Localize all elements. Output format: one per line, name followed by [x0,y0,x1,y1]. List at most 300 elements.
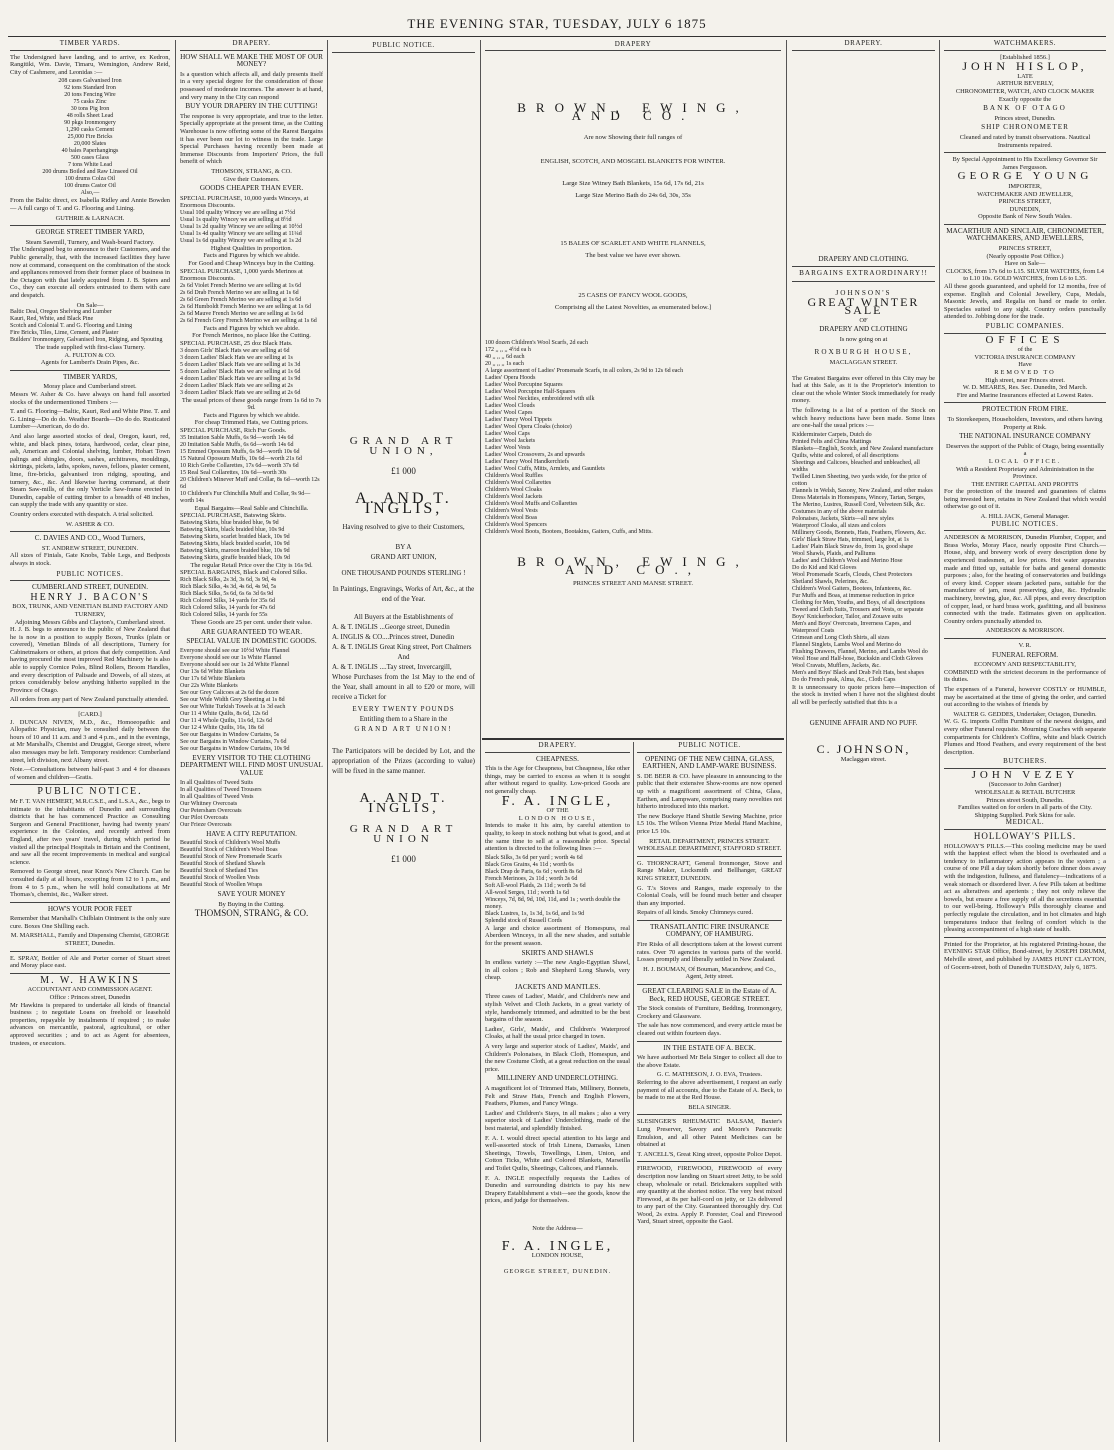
item-list [10,78,170,197]
list-item: Children's Wool Muffs and Collarettes [485,501,578,507]
list-item: 3 dozen Girls' Black Hats we are selling at 6d [180,347,290,354]
ad-subtitle: SPECIAL PURCHASE, Rich Fur Goods. [180,427,287,434]
list-item: 20 ,, ,, ,, 1s each [485,361,524,367]
list-item: Scotch and Colonial T. and G. Flooring and Lining [10,323,133,330]
list-item: 5 dozen Ladies' Black Hats we are selling at 1s 6d [180,368,301,375]
list-item: Rich Black Silks, 5s 6d, 6s 6s 3d 6s 9d [180,590,274,597]
ad-title: SHIP CHRONOMETER [981,123,1069,132]
ad-title: GOODS CHEAPER THAN EVER. [199,184,304,193]
list-item: Batswing Skirts, black braided scarlet, 10s 9d [180,540,290,547]
ad-text: The expenses of a Funeral, however COSTLY or HUMBLE, may be ascertained at the time of giving the order, and carried out according to the wishes of friends by [944,685,1106,709]
list-item: Children's Wool Vests [485,508,538,514]
list-item: Winceys, 7d, 8d, 9d, 10d, 11d, and 1s ; worth double the money. [485,896,621,910]
list-item: 15 Natural Opossum Muffs, 10s 6d—worth 21s 6d [180,455,302,462]
list-item: Black Drap de Paris, 6s 6d ; worth 8s 6d [485,868,582,875]
ad-text: PRINCES STREET, [998,245,1052,253]
list-item: A. INGLIS & CO....Princes street, Dunedin [332,633,455,641]
list-item: A. & T. INGLIS ...George street, Dunedin [332,623,450,631]
ad-text: Entitling them to a Share in the [359,715,448,723]
list-item: Shetland Shawls, Pelerines, &c. [792,578,869,585]
ad-subtitle: ST. ANDREW STREET, DUNEDIN. [41,544,139,552]
ad-text: All orders from any part of New Zealand punctually attended. [10,696,169,704]
ad-subtitle: Maclaggan street. [840,755,887,763]
list-item: 15 Real Seal Collarettes, 10s 6d—worth 30s [180,469,287,476]
column-rule [939,40,940,1442]
ad-text: Families waited on for orders in all parts of the City. [958,804,1092,812]
divider [10,902,170,903]
list-item: See our Bargains in Window Curtains, 5s [180,731,280,738]
ad-subtitle: RETAIL DEPARTMENT, PRINCES STREET. [649,837,770,845]
ad-text: Remember that Marshall's Chilblain Ointment is the only sure cure. Boxes One Shilling each. [10,915,170,930]
list-item: A. & T. INGLIS Great King street, Port Chalmers [332,643,472,651]
list-item: Rich Black Silks, 4s 3d, 4s 6d, 4s 9d, 5s [180,583,277,590]
list-item: Wool Hose and Half-hose, Buckskin and Cloth Gloves [792,655,924,662]
list-item: Fur Muffs and Boas, at immense reduction in price [792,592,915,599]
ad-text: It is unnecessary to quote prices here—inspection of the stock is invited when I have not the slightest doubt all will be perfectly satisfied that this is a [792,683,935,706]
ad-title: GRAND ART UNION [349,823,458,845]
ad-text: Highest Qualities in proportion. [210,244,293,252]
ad-title: LONDON HOUSE, [531,1252,584,1260]
ad-title: PROTECTION FROM FIRE. [981,405,1069,414]
ad-title: HENRY J. BACON'S [30,591,150,603]
list-item: Fire Bricks, Tiles, Lime, Cement, and Plaster [10,330,119,337]
ad-title: GRAND ART UNION, [349,435,458,457]
section-rule [482,738,784,740]
ad-title: FUNERAL REFORM. [991,650,1059,659]
ad-title: SPECIAL VALUE IN DOMESTIC GOODS. [186,637,317,646]
ad-text: WATCHMAKER AND JEWELLER, [977,190,1073,198]
list-item: 3 dozen Ladies' Black Hats we are selling at 2s 6d [180,389,301,396]
ad-text: V. R. [1018,641,1032,649]
list-item: Ladies' Wool Vests [485,445,531,451]
list-item: Ladies' Opera Hoods [485,375,536,381]
ad-title: IN THE ESTATE OF A. BECK. [663,1043,756,1052]
list-item: Dress Materials in Homespuns, Wincey, Tartan, Serges, The Merino, Lustres, Russell Cord, Velveteen Silk, &c. [792,494,926,508]
ad-title: BROWN, EWING, AND CO. [517,100,749,123]
ad-title: 15 BALES OF SCARLET AND WHITE FLANNELS, [560,240,706,247]
list-item: Batswing Skirts, scarlet braided black, 10s 9d [180,533,290,540]
ad-title: GENUINE AFFAIR AND NO PUFF. [809,719,918,728]
ad-text: Princes street South, Dunedin. [986,796,1064,804]
list-item: Ladies' Plain Black Straw do, from 1s, good shape [792,543,914,550]
list-item: Children's Wool Jackets [485,494,543,500]
list-item: Wool Cravats, Mufflers, Jackets, &c. [792,662,881,669]
list-item: Batswing Skirts, giraffe braided black, 10s 9d [180,554,290,561]
ad-title: TIMBER YARDS, [62,372,118,381]
ad-text: For French Merinos, no place like the Cutting. [192,332,311,340]
ad-text: Deserves the support of the Public of Otago, being essentially a [946,442,1104,458]
ad-text: ANDERSON & MORRISON, Dunedin Plumber, Copper, and Brass Works, Moray Place, nearly opposite First Church.—House, ship, and brewery work of every description done by experienced tradesmen, at low prices. Hot water apparatus made and fitted up, suitable for baths and general domestic purposes ; also, for the heating of conservatories and buildings of every kind. Copper steam jacketed pans, suitable for the manufacture of jam, meat preserving, glue, &c. Hydraulic machinery, brewing, glue, &c. All pipes, and every description of copper, lead, or hard brass work, gasfitting, and all business connected with the trade. Estimates given on application. Country orders punctually attended to. [944,534,1106,625]
divider [944,937,1106,938]
ad-text: SLESINGER'S RHEUMATIC BALSAM, Baxter's Lung Preserver, Savory and Moore's Pancreatic Emulsion, and all other Patent Medicines can be obtained at [637,1118,782,1149]
list-item: Tweed and Cloth Suits, Trousers and Vests, or separate [792,606,924,613]
item-list [180,435,323,505]
list-item: Ladies' Wool Opera Cloaks (choice) [485,424,572,430]
list-item: Do do Kid and Kid Gloves [792,564,857,571]
section-header: PUBLIC NOTICE. [332,40,475,53]
ad-title: JOHNSON'S [835,288,892,297]
ad-title: WHOLESALE & RETAIL BUTCHER [974,789,1076,797]
ad-title: M. W. HAWKINS [40,974,140,986]
ad-title: SAVE YOUR MONEY [217,890,286,899]
divider [944,402,1106,403]
ad-title: CHEAPNESS. [536,754,579,763]
item-list [180,780,323,829]
ad-text: These Goods are 25 per cent. under their value. [190,618,313,626]
ad-text: For Good and Cheap Winceys buy in the Cutting. [188,260,315,268]
list-item: Our Frieze Overcoats [180,821,232,828]
ad-title: £1 000 [391,466,416,476]
ad-subtitle: On Sale— [76,301,104,309]
list-item: Also,— [80,190,100,197]
list-item: Clothing for Men, Youths, and Boys, of all descriptions [792,599,925,606]
ad-text: This is the Age for Cheapness, but Cheapness, like other things, may be carried to excess as when it is sought after without regard to quality. Low-priced Goods are not generally cheap. [485,765,630,795]
ad-text: Comprising all the Latest Novelties, as enumerated below.] [554,304,712,311]
ad-signature: A. HILL JACK, General Manager. [980,513,1070,521]
ad-subtitle: SPECIAL BARGAINS, Black and Colored Silks. [180,569,308,577]
list-item: Millinery Goods, Bonnets, Hats, Feathers, Flowers, &c. [792,529,926,536]
list-item: Children's Wool Gaiters, Bootees, Infanteens, &c. [792,585,912,592]
list-item: Builders' Ironmongery, Galvanised Iron, Ridging, and Spouting [10,337,163,344]
ad-title: REMOVED TO [994,368,1056,376]
ad-title: ENGLISH, SCOTCH, AND MOSGIEL BLANKETS FOR WINTER. [540,158,726,165]
list-item: 4 dozen Ladies' Black Hats we are selling at 1s 9d [180,375,301,382]
ad-signature: H. J. BOUMAN, Of Bouman, Macandrew, and Co., Agent, Jetty street. [643,965,776,981]
list-item: Everyone should see our 1s White Flannel [180,654,282,661]
column-public-notice-2 [637,742,782,1442]
ad-subtitle: BOX, TRUNK, AND VENETIAN BLIND FACTORY AND TURNERY, [12,603,168,618]
ad-text: Facts and Figures by which we abide. [203,411,300,419]
column-watchmakers [944,40,1106,1442]
item-list [180,210,323,245]
ad-title: [CARD.] [78,711,102,719]
ad-title: CUMBERLAND STREET, DUNEDIN. [31,583,149,592]
list-item: 172 ,, ,, ,, 4½d ea h [485,347,531,353]
ad-title: DRAPERY AND CLOTHING. [818,254,909,263]
divider [944,152,1106,153]
list-item: 1,290 casks Cement [65,127,115,134]
ad-subtitle: WHOLESALE DEPARTMENT, STAFFORD STREET. [637,845,782,853]
list-item: Beautiful Stock of Children's Wool Boas [180,847,278,854]
ad-title: BANK OF OTAGO [983,104,1067,113]
list-item: 75 casks Zinc [73,99,107,106]
ad-text: The Greatest Bargains ever offered in this City may be had at this Sale, as it is the Proprietor's intention to clear out the whole Winter Stock immediately for ready money. [792,374,935,405]
list-item: Batswing Skirts, maroon braided blue, 10s 9d [180,547,290,554]
ad-title: DRAPERY AND CLOTHING [819,325,908,334]
divider [792,266,935,267]
ad-title: OFFICES [985,333,1065,346]
ad-title: BROWN, EWING, AND CO., [517,554,749,577]
ad-text: Mr F. T. VAN HEMERT, M.R.C.S.E., and L.S.A., &c., begs to intimate to the inhabitants of Dunedin and surrounding districts that he has commenced Practice as Consulting Surgeon and General Practitioner, having had twenty years' experience in the Colonies, and recently arrived from England, after two years' travel, during which period he visited all the principal Hospitals in Britain and the Continent, and saw all the recent improvements in medical and surgical science. [10,797,170,866]
list-item: 5 dozen Ladies' Black Hats we are selling at 1s 3d [180,361,301,368]
divider [792,281,935,282]
ad-signature: G. C. MATHESON, J. O. EVA, Trustees. [656,1071,763,1079]
list-item: 7 tons White Lead [67,162,113,169]
ad-title: GEORGE YOUNG [957,170,1093,183]
ad-text: For the protection of the insured and guarantees of claims being invested here, retains in New Zealand that which would otherwise go out of it. [944,488,1106,511]
list-item: Wool Promenade Scarfs, Clouds, Chest Protectors [792,571,913,578]
list-item: Everyone should see our 1s 2d White Flannel [180,661,290,668]
ad-title: GREAT CLEARING SALE in the Estate of A. Beck, RED HOUSE, GEORGE STREET. [642,987,777,1003]
item-list [180,348,323,397]
ad-title: £1 000 [391,854,416,864]
ad-text: By Buying in the Cutting. [218,900,285,908]
ad-text: DUNEDIN, [1009,205,1041,213]
ad-title: ONE THOUSAND POUNDS STERLING ! [341,569,466,577]
ad-title: OPENING OF THE NEW CHINA, GLASS, EARTHEN, AND LAMP-WARE BUSINESS. [642,754,777,771]
list-item: Ladies' Wool Porcupine Squares [485,382,563,388]
ad-text: From the Baltic direct, ex Isabella Ridley and Annie Bowden— A full cargo of T. and G. Flooring and Lining. [10,197,170,212]
ad-text: Removed to George street, near Knox's New Church. Can be consulted daily at all hours, excepting from 12 to 1 p.m., and from 4 to 5 p.m., when he will hold consultations at Mr Thomas's, chemist, &c., Walker street. [10,868,170,899]
ad-text: Having resolved to give to their Customers, [342,523,465,531]
ad-title: PUBLIC NOTICE. [37,786,143,798]
ad-subtitle: SPECIAL PURCHASE, Batswing Skirts. [180,512,287,520]
list-item: Men's and Boys' Black and Drab Felt Hats, best shapes [792,669,925,676]
ad-title: GRAND ART UNION! [354,725,453,733]
ad-text: All sizes of Finials, Gate Knobs, Table Legs, and Bedposts always in stock. [10,552,170,567]
ad-signature: W. ASHER & CO. [66,520,114,528]
ad-text: T. and G. Flooring—Baltic, Kauri, Red and White Pine. T. and G. Lining—Do do do. Weather Boards—Do do do. Rusticated Lumber—American, do do do. [10,408,170,431]
list-item: Rich Colored Silks, 14 yards for 47s 6d [180,604,275,611]
list-item: Boys' Knickerbocker, Tailor, and Zouave suits [792,613,903,620]
ad-text: Is now going on at [839,335,888,343]
printer-imprint: Printed for the Proprietor, at his registered Printing-house, the EVENING STAR Office, Bond-street, by JOSEPH DRUMM, Melville street, and published by JAMES HUNT CLAYTON, of Gocern-street, both of Dunedin TUESDAY, July 6, 1875. [944,940,1106,971]
ad-text: We have authorised Mr Bela Singer to collect all due to the above Estate. [637,1054,782,1069]
item-list [332,622,475,672]
section-header: DRAPERY. [792,40,935,51]
list-item: Children's Wool Boots, Bootees, Bootakins, Gaiters, Cuffs, and Mitts. [485,529,653,535]
section-header: DRAPERY. [485,742,630,753]
ad-subtitle: Adjoining Messrs Gibbs and Clayton's, Cumberland street. [14,618,166,626]
item-list [792,432,935,684]
ad-text: The Participators will be decided by Lot, and the appropriation of the Prizes (according to value) will be fixed in the same manner. [332,747,475,775]
list-item: Beautiful Stock of Children's Wool Muffs [180,840,281,847]
list-item: Flushing Drawers, Flannel, Merino, and Lambs Wool do [792,648,928,655]
list-item: Girls' Black Straw Hats, trimmed, large lot, at 1s [792,536,909,543]
list-item: Twilled Linen Sheeting, two yards wide, for the price of cotton [792,473,927,487]
ad-text: W. D. MEARES, Res. Sec. Dunedin, 3rd March. [962,384,1088,392]
list-item: Polonaises, Jackets, Skirts—all new styles [792,515,894,522]
divider [10,973,170,974]
ad-text: S. DE BEER & CO. have pleasure in announcing to the public that their extensive Show-rooms are now opened up with a magnificent assortment of China, Glass, Earthen, and Lampware, comprising many novelties not hitherto introduced into this market. [637,772,782,811]
list-item: Ladies' Wool Porcupine Half-Squares [485,389,576,395]
ad-text: PRINCES STREET, [998,198,1052,206]
ad-title: EVERY VISITOR TO THE CLOTHING DEPARTMENT WILL FIND MOST UNUSUAL VALUE [180,753,323,777]
list-item: See our Bargains in Window Curtains, 7s 6d [180,738,287,745]
list-item: 100 dozen Children's Wool Scarfs, 2d each [485,340,588,346]
ad-text: Repairs of all kinds. Smoky Chimneys cured. [637,909,754,917]
list-item: See our Grey Calicoes at 2s 6d the dozen [180,689,279,696]
list-item: Splendid stock of Russell Cords [485,917,563,924]
ad-text: All these goods guaranteed, and upheld for 12 months, free of expense. English and Colonial Jewellery, Cups, Medals, Masonic Jewels, and Regalia on hand or made to order. Spectacles suited to any sight. Country orders punctually attended to. Jobbing done for the trade. [944,283,1106,321]
ad-text: Have [1018,361,1032,369]
ad-subtitle: MACLAGGAN STREET. [829,358,898,366]
ad-text: The Undersigned beg to announce to their Customers, and the Public generally, that, with the increased facilities they have now at command, consequent on the combination of the stock and appliances removed from their former place of business in the Octagon with that lately acquired from J. B. Spiers and Co., they can execute all orders entrusted to them with care and despatch. [10,246,170,299]
column-rule [633,742,634,1442]
ad-subtitle: PRINCES STREET AND MANSE STREET. [572,580,694,587]
ad-text: Agents for Lambert's Drain Pipes, &c. [40,359,140,367]
list-item: 208 cases Galvanised Iron [58,78,122,85]
column-ingle [485,742,630,1442]
ad-title: ECONOMY AND RESPECTABILITY, [974,661,1076,669]
list-item: Children's Wool Boas [485,515,538,521]
ad-text: LATE [1017,72,1033,80]
list-item: 35 Imitation Sable Muffs, 6s 9d—worth 14s 6d [180,434,294,441]
list-item: Do do French peak, Alma, &c., Cloth Caps [792,676,896,683]
ad-text: The regular Retail Price over the City is 16s 9d. [190,561,313,569]
ad-title: LONDON HOUSE, [518,814,597,822]
list-item: In all Qualities of Tweed Vests [180,793,254,800]
ad-title: VICTORIA INSURANCE COMPANY [974,353,1076,361]
item-list [180,577,323,619]
ad-text: A magnificent lot of Trimmed Hats, Millinery, Bonnets, Felt and Straw Hats, French and English Flowers, Feathers, Plumes, and Fancy Wings. [485,1085,630,1108]
column-johnson [792,40,935,1442]
list-item: Ladies' Wool Caps [485,431,530,437]
list-item: Usual 1s 6d quality Wincey we are selling at 1s 2d [180,237,302,244]
item-list [180,648,323,753]
ad-text: Three cases of Ladies', Maids', and Children's new and stylish Velvet and Cloth Jackets, in a great variety of style, handsomely trimmed, and admitted to be the best bargains of the season. [485,993,630,1024]
list-item: In all Qualities of Tweed Suits [180,779,253,786]
list-item: Flannel Singlets, Lambs Wool and Merino do [792,641,902,648]
list-item: 2s 6d French Grey French Merino we are selling at 1s 6d [180,317,317,324]
list-item: A. & T. INGLIS ....Tay street, Invercargill, [332,663,452,671]
ad-text: (Successor to John Gardner) [988,781,1062,789]
item-list [180,283,323,325]
masthead [0,0,1114,34]
ad-text: To Storekeepers, Householders, Investors, and others having Property at Risk. [947,415,1103,431]
list-item: Ladies' Wool Jackets [485,438,536,444]
ad-signature: ANDERSON & MORRISON. [985,627,1065,635]
ad-text: J. DUNCAN NIVEN, M.D., &c., Homoeopathic and Allopathic Physician, may be consulted daily between the hours of 10 and 11 a.m. and 3 and 4 p.m., and in the evenings, at Mr Marshall's, Chemist and Druggist, George street, where also messages may be left. Temporary residence: Cumberland street, left division, next Albany street. [10,718,170,764]
ad-title: JACKETS AND MANTLES. [514,982,601,991]
ad-subtitle: GEORGE STREET, DUNEDIN. [503,1267,612,1275]
item-list [180,520,323,562]
section-header: PUBLIC COMPANIES. [944,323,1106,334]
ad-signature: THOMSON, STRANG, & CO. [194,908,309,919]
list-item: 25,000 Fire Bricks [67,134,113,141]
ad-text: Messrs W. Asher & Co. have always on hand full assorted stocks of the undermentioned Timbers :— [10,391,170,406]
list-item: Ladies' and Children's Wool and Merino Hose [792,557,903,564]
ad-title: THE NATIONAL INSURANCE COMPANY [959,432,1091,441]
ad-text: G. THORNCRAFT, General Ironmonger, Stove and Range Maker, Locksmith and Bellhanger, GREAT KING STREET, DUNEDIN. [637,859,782,882]
ad-title: HOW'S YOUR POOR FEET [47,904,133,913]
list-item: Ladies' Wool Neckties, embroidered with silk [485,396,595,402]
section-header: PUBLIC NOTICES. [10,571,170,582]
ad-text: CHRONOMETER, WATCH, AND CLOCK MAKER [955,87,1095,95]
ad-text: The trade supplied with first-class Turnery. [35,344,145,352]
ad-text: The sale has now commenced, and every article must be cleared out within fourteen days. [637,1022,782,1037]
list-item: Our 11 4 Whole Quilts, 11s 6d, 12s 6d [180,717,273,724]
ad-title: HAVE A CITY REPUTATION. [206,829,297,838]
ad-subtitle: SPECIAL PURCHASE, 10,000 yards Winceys, at Enormous Discounts. [180,194,309,210]
ad-text: And also large assorted stocks of deal, Oregon, kauri, red, white, and black pines, totara, hardwood, cedar, clear pine, ash, American and Colonial shelving, lumber, Hobart Town palings and shingles, doors, sashes, architraves, mouldings, skirtings, pickets, laths, spokes, naves, felloes, plaster cement, lime, fire-bricks, galvanised iron ridging, spouting, and turnery, &c., &c. And likewise having command, at their Steam Saw-mills, of the only Verticle Saw-frame erected in Dunedin, capable of cutting timber to a breadth of 48 inches, can supply the trade with any quantity or size. [10,433,170,509]
ad-text: Shipping Supplied. Pork Skins for sale. [974,811,1076,819]
list-item: Printed Felts and China Mattings [792,438,872,445]
list-item: Black Gros Grains, 4s 11d ; worth 6s [485,861,574,868]
ad-text: All Buyers at the Establishments of [353,613,454,621]
item-list [10,309,170,344]
ad-text: The following is a list of a portion of the Stock on which heavy reductions have been made. Some lines are one-half the usual prices :— [792,406,935,430]
ad-title: HOLLOWAY'S PILLS. [973,831,1077,842]
ad-text: Note.—Consultations between half-past 3 and 4 for diseases of women and children—Gratis. [10,766,170,781]
ad-text: Are now Showing their full ranges of [583,134,683,141]
list-item: Our 11 4 White Quilts, 8s 6d, 12s 6d [180,710,268,717]
list-item: A large assortment of Ladies' Promenade Scarfs, in all colors, 2s 9d to 12s 6d each [485,368,684,374]
divider [10,531,170,532]
ad-text: E. SPRAY, Bottler of Ale and Porter corner of Stuart street and Moray place east. [10,954,170,970]
ad-text: G. T.'s Stoves and Ranges, made expressly to the Colonial Coals, will be found much better and cheaper than any imported. [637,884,782,907]
list-item: Usual 1s 2d quality Wincey we are selling at 10½d [180,223,302,230]
ad-text: IMPORTER, [1008,182,1042,190]
ad-subtitle: SPECIAL PURCHASE, 1,000 yards Merinos at Enormous Discounts. [180,267,303,283]
list-item: Children's Wool Spencers [485,522,547,528]
divider [10,707,170,708]
ad-text: The best value we have ever shown. [585,252,681,259]
list-item: 2s 6d Drab French Merino we are selling at 1s 6d [180,289,299,296]
divider [637,920,782,921]
list-item: See our Wide Width Grey Sheeting at 1s 8d [180,696,285,703]
list-item: Our 13s 6d White Blankets [180,668,246,675]
ad-text: Opposite Bank of New South Wales. [978,213,1072,221]
ad-text: Facts and Figures by which we abide. [203,324,300,332]
list-item: 200 drums Boiled and Raw Linseed Oil [42,169,138,176]
list-item: Wool Shawls, Plaids, and Palliums [792,550,876,557]
ad-text: Note the Address— [532,1224,583,1232]
ad-text: Ladies' and Children's Stays, in all makes ; also a very superior stock of Ladies' Underclothing, made of the best material, and splendidly finished. [485,1109,630,1132]
ad-signature: C. JOHNSON, [816,742,911,757]
ad-title: EVERY TWENTY POUNDS [352,705,455,713]
list-item: Black Silks, 3s 6d per yard ; worth 4s 6d [485,854,583,861]
list-item: Everyone should see our 10½d White Flannel [180,647,290,654]
ad-text: Large Size Witney Bath Blankets, 15s 6d, 17s 6d, 21s [562,180,704,187]
ad-text: A large and choice assortment of Homespuns, real Aberdeen Winceys, in all the new shades, and suitable for the present season. [485,924,630,947]
list-item: 20 Imitation Sable Muffs, 6s 6d—worth 14s 6d [180,441,294,448]
ad-text: W. G. G. imports Coffin Furniture of the newest designs, and every other Funeral requisite. Mourning Coaches with separate compartments for Children's Coffins, white and black Ostrich Plumes and Hood Feathers, and every requirement of the best description. [944,718,1106,756]
section-header: PUBLIC NOTICES. [944,521,1106,532]
ad-text: Intends to make it his aim, by careful attention to quality, to keep in stock nothing but what is good, and at the same time to sell at a reasonable price. Special attention is directed to the following lines :— [485,822,630,853]
divider [10,370,170,371]
list-item: Children's Wool Cloaks [485,487,542,493]
list-item: 500 cases Glass [71,155,109,162]
section-header: MEDICAL. [944,819,1106,830]
ad-title: A. AND T. INGLIS, [355,490,452,517]
list-item: Kidderminster Carpets, Dutch do [792,431,872,438]
ad-text: Princes street, Dunedin. [994,114,1056,122]
ad-text: of the [1017,346,1033,354]
list-item: All-wool Serges, 11d ; worth 1s 6d [485,889,569,896]
list-item: 90 pkgs Ironmongery [64,120,116,127]
masthead-rule [8,36,1106,37]
column-timber-yards [10,40,170,1442]
list-item: Our Whitney Overcoats [180,800,238,807]
section-header: DRAPERY [485,40,781,51]
list-item: Crimean and Long Cloth Shirts, all sizes [792,634,890,641]
ad-text: [Established 1856.] [1000,53,1050,61]
list-item: Sheetings and Calicoes, bleached and unbleached, all widths [792,459,920,473]
list-item: 3 dozen Ladies' Black Hats we are selling at 1s [180,354,293,361]
ad-signature: THOMSON, STRANG, & CO. [211,167,292,175]
list-item: See our White Turkish Towels at 1s 3d each [180,703,286,710]
section-header: DRAPERY. [180,40,323,51]
section-header: PUBLIC NOTICE. [637,742,782,753]
column-rule [480,40,481,1442]
divider [10,784,170,785]
list-item: Ladies' Wool Cuffs, Mitts, Armlets, and Gauntlets [485,466,605,472]
list-item: Soft All-wool Plaids, 2s 11d ; worth 3s 6d [485,882,586,889]
list-item: 2s 6d Green French Merino we are selling at 1s 6d [180,296,302,303]
ad-signature: GUTHRIE & LARNACH. [55,214,125,222]
ad-text: HOLLOWAY'S PILLS.—This cooling medicine may be used with the happiest effect when the blood is overheated and a tendency to inflammatory action appears in the system ; a course of one Pill a day taken shortly before dinner does away with the indigestion, fullness, and flatulency—indications of a weak stomach or disordered liver. A few Pills taken at bedtime act as alteratives and aperients ; they not only relieve the bowels, but ensure a free supply of all the secretions essential to our well-being. Holloway's Pills thoroughly cleanse and perfectly regulate the circulation, and in hot climates and high temperatures induce that feeling of comfort which is the pleasing accompaniment of a high state of health. [944,842,1106,934]
